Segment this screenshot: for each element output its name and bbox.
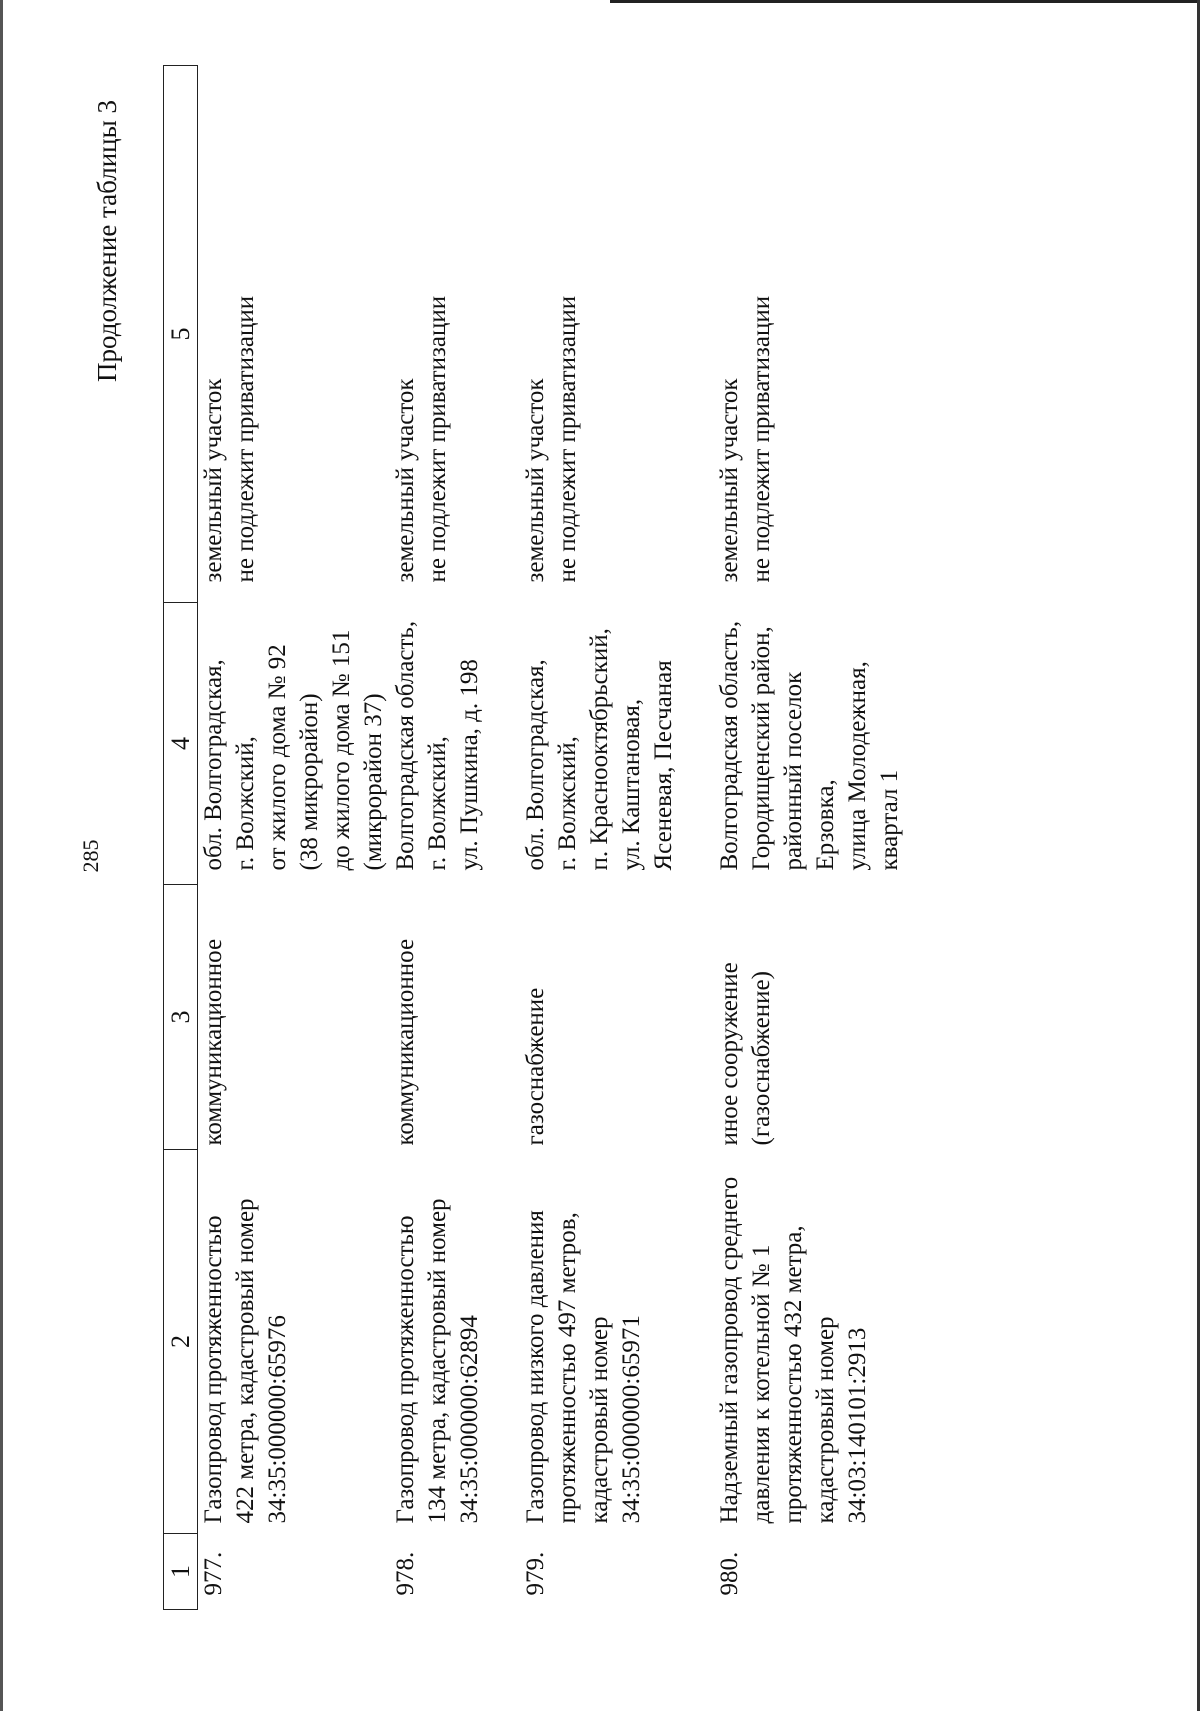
row-number: 979. (522, 1551, 549, 1596)
table-row (714, 66, 914, 1610)
column-header-5: 5 (164, 66, 198, 603)
row-number: 980. (716, 1551, 743, 1596)
header-row (164, 66, 198, 1610)
column-header-4: 4 (164, 603, 198, 885)
land-note: земельный участок не подлежит приватизации (716, 295, 775, 583)
land-note: земельный участок не подлежит приватизации (392, 295, 451, 583)
object-name: Газопровод низкого давления протяженностью 497 метров, кадастровый номер 34:35:000000:65971 (522, 1210, 645, 1524)
page-number: 285 (78, 839, 103, 873)
object-purpose: иное сооружение (газоснабжение) (716, 962, 775, 1146)
object-address: обл. Волгоградская, г. Волжский, от жилого дома № 92 (38 микрорайон) до жилого дома № 151 (микрорайон 37) (200, 629, 387, 871)
table-row (198, 66, 391, 1610)
table-row (520, 66, 714, 1610)
object-purpose: коммуникационное (200, 938, 227, 1146)
column-header-2: 2 (164, 1150, 198, 1534)
object-name: Надземный газопровод среднего давления к котельной № 1 протяженностью 432 метра, кадастровый номер 34:03:140101:2913 (716, 1176, 871, 1524)
object-address: обл. Волгоградская, г. Волжский, п. Краснооктябрьский, ул. Каштановая, Ясеневая, Песчаная (522, 628, 677, 871)
table-caption: Продолжение таблицы 3 (92, 100, 122, 382)
row-number: 977. (200, 1551, 227, 1596)
column-header-1: 1 (164, 1534, 198, 1610)
row-number: 978. (392, 1551, 419, 1596)
land-note: земельный участок не подлежит приватизации (200, 295, 259, 583)
object-name: Газопровод протяженностью 134 метра, кадастровый номер 34:35:000000:62894 (392, 1198, 483, 1524)
table-row (390, 66, 520, 1610)
object-address: Волгоградская область, г. Волжский, ул. Пушкина, д. 198 (392, 620, 483, 871)
land-note: земельный участок не подлежит приватизации (522, 295, 581, 583)
object-purpose: газоснабжение (522, 987, 549, 1146)
property-table (163, 65, 914, 1610)
object-address: Волгоградская область, Городищенский район, районный поселок Ерзовка, улица Молодежная, квартал 1 (716, 620, 903, 871)
object-purpose: коммуникационное (392, 938, 419, 1146)
object-name: Газопровод протяженностью 422 метра, кадастровый номер 34:35:000000:65976 (200, 1198, 291, 1524)
column-header-3: 3 (164, 885, 198, 1150)
